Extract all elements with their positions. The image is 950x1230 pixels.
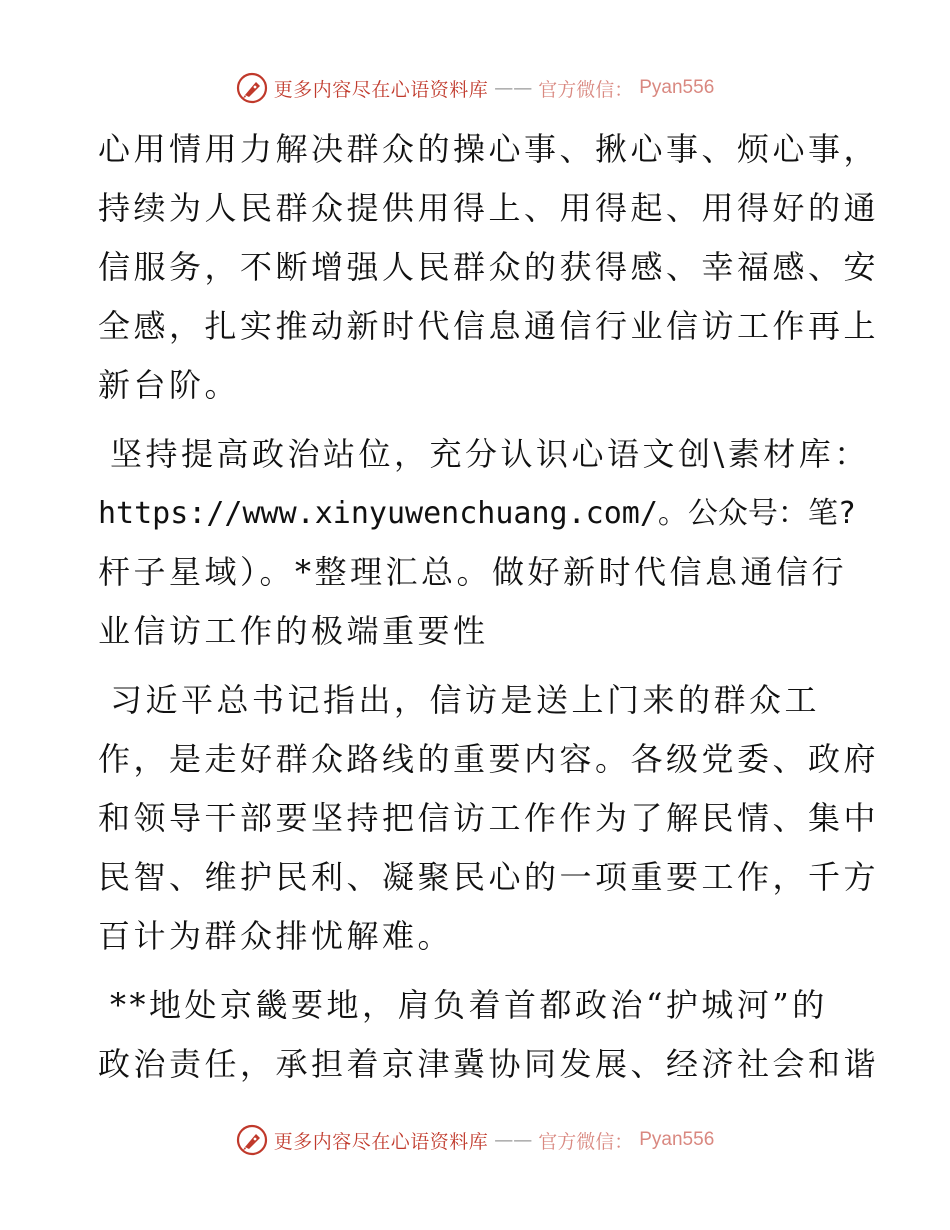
- text-line: 民智、维护民利、凝聚民心的一项重要工作，千方: [98, 858, 880, 896]
- text-line: 和领导干部要坚持把信访工作作为了解民情、集中: [98, 799, 880, 837]
- paragraph-2: [98, 425, 870, 661]
- text-line: 新台阶。: [98, 366, 241, 404]
- pen-nib-logo-icon: [236, 1124, 268, 1156]
- watermark-separator: ——: [494, 77, 533, 99]
- watermark-separator: ——: [494, 1129, 533, 1151]
- pen-nib-logo-icon: [236, 72, 268, 104]
- footer-watermark: [0, 1124, 950, 1156]
- text-line: **地处京畿要地，肩负着首都政治“护城河”的: [110, 986, 828, 1024]
- watermark-wechat-id: Pyan556: [639, 1129, 715, 1150]
- watermark-wechat-id: Pyan556: [639, 77, 715, 98]
- text-line: 坚持提高政治站位，充分认识心语文创\素材库：: [110, 435, 870, 473]
- url-line: https://www.xinyuwenchuang.com/。公众号：笔?: [98, 496, 856, 531]
- header-watermark: [0, 72, 950, 104]
- text-line: 政治责任，承担着京津冀协同发展、经济社会和谐: [98, 1045, 880, 1083]
- paragraph-3: [98, 671, 880, 966]
- watermark-text: 更多内容尽在心语资料库: [273, 78, 489, 101]
- text-line: 杆子星域）。*整理汇总。做好新时代信息通信行: [98, 553, 848, 591]
- text-line: 心用情用力解决群众的操心事、揪心事、烦心事，: [98, 130, 880, 168]
- text-line: 业信访工作的极端重要性: [98, 612, 489, 650]
- text-line: 百计为群众排忧解难。: [98, 917, 454, 955]
- text-line: 全感，扎实推动新时代信息通信行业信访工作再上: [98, 307, 880, 345]
- text-line: 持续为人民群众提供用得上、用得起、用得好的通: [98, 189, 880, 227]
- watermark-wechat-label: 官方微信：: [538, 1130, 634, 1153]
- body-text: [98, 120, 880, 1104]
- paragraph-1: [98, 120, 880, 415]
- paragraph-4: [98, 976, 880, 1094]
- text-line: 作，是走好群众路线的重要内容。各级党委、政府: [98, 740, 880, 778]
- text-line: 信服务，不断增强人民群众的获得感、幸福感、安: [98, 248, 880, 286]
- watermark-text: 更多内容尽在心语资料库: [273, 1130, 489, 1153]
- text-line: 习近平总书记指出，信访是送上门来的群众工: [110, 681, 821, 719]
- watermark-wechat-label: 官方微信：: [538, 78, 634, 101]
